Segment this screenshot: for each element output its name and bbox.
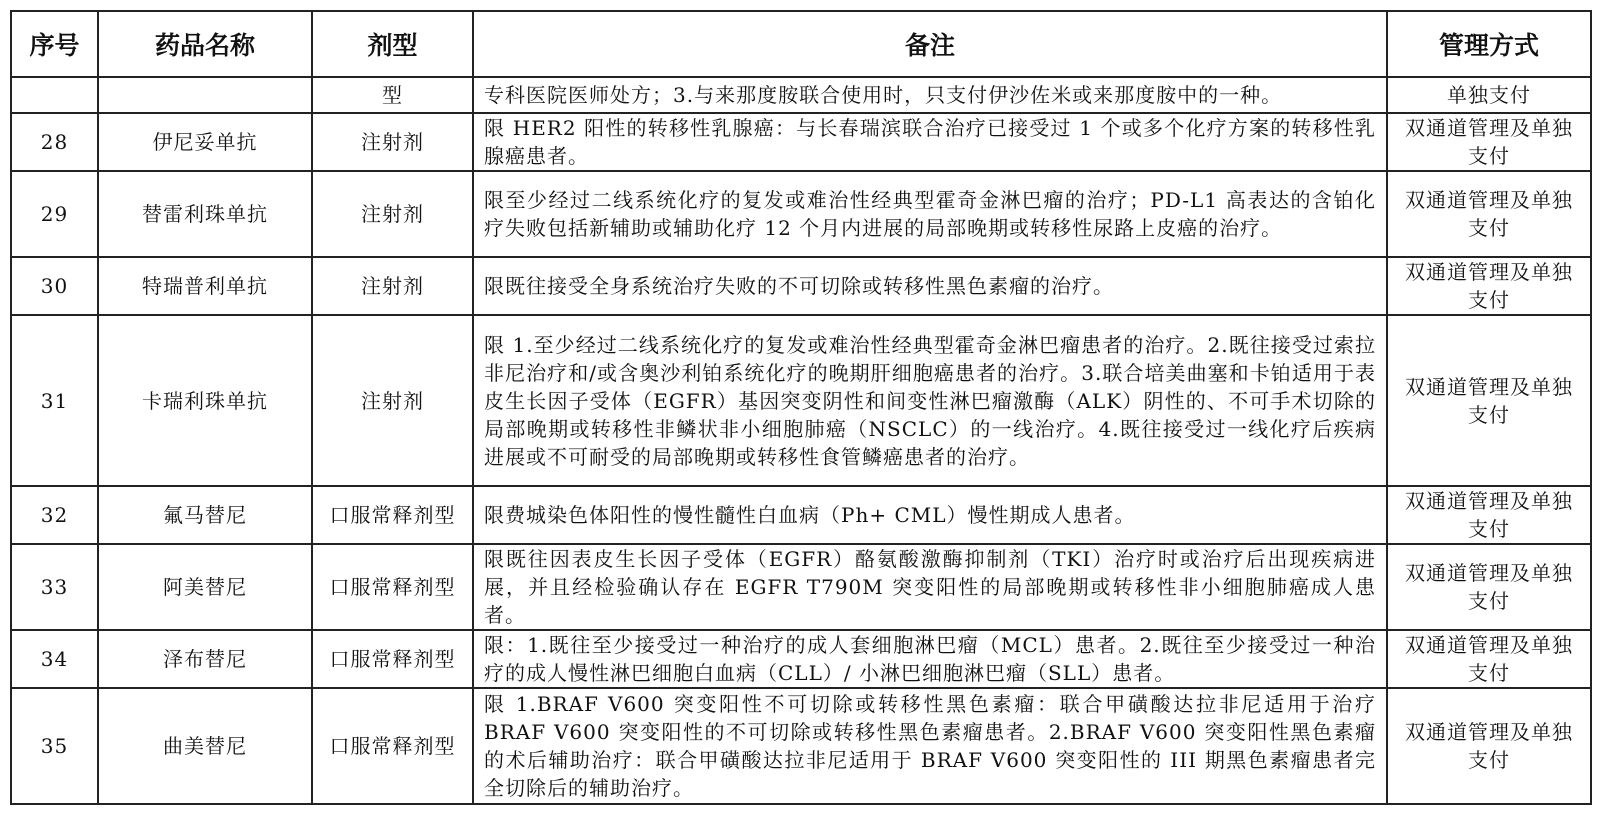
cell-drug-name: 泽布替尼 xyxy=(98,630,312,688)
cell-management: 双通道管理及单独支付 xyxy=(1387,688,1591,804)
table-row xyxy=(11,171,1591,257)
cell-drug-name: 特瑞普利单抗 xyxy=(98,257,312,315)
table-row xyxy=(11,315,1591,486)
cell-management: 双通道管理及单独支付 xyxy=(1387,113,1591,171)
cell-note: 限 1.BRAF V600 突变阳性不可切除或转移性黑色素瘤：联合甲磺酸达拉非尼适用于治疗 BRAF V600 突变阳性的不可切除或转移性黑色素瘤患者。2.BRAF V600 突变阳性黑色素瘤的术后辅助治疗：联合甲磺酸达拉非尼适用于 BRAF V600 突变阳性的 III 期黑色素瘤患者完全切除后的辅助治疗。 xyxy=(473,688,1387,804)
cell-no: 30 xyxy=(11,257,98,315)
cell-management: 单独支付 xyxy=(1387,77,1591,113)
table-row xyxy=(11,257,1591,315)
cell-no: 31 xyxy=(11,315,98,486)
cell-note: 限至少经过二线系统化疗的复发或难治性经典型霍奇金淋巴瘤的治疗；PD-L1 高表达的含铂化疗失败包括新辅助或辅助化疗 12 个月内进展的局部晚期或转移性尿路上皮癌的治疗。 xyxy=(473,171,1387,257)
cell-dosage-form: 注射剂 xyxy=(312,113,473,171)
cell-no: 29 xyxy=(11,171,98,257)
cell-no xyxy=(11,77,98,113)
cell-dosage-form: 注射剂 xyxy=(312,171,473,257)
cell-management: 双通道管理及单独支付 xyxy=(1387,630,1591,688)
cell-dosage-form: 口服常释剂型 xyxy=(312,630,473,688)
table-row xyxy=(11,113,1591,171)
cell-dosage-form: 口服常释剂型 xyxy=(312,486,473,544)
cell-drug-name xyxy=(98,77,312,113)
cell-note: 限费城染色体阳性的慢性髓性白血病（Ph+ CML）慢性期成人患者。 xyxy=(473,486,1387,544)
table-row xyxy=(11,486,1591,544)
cell-drug-name: 曲美替尼 xyxy=(98,688,312,804)
cell-drug-name: 氟马替尼 xyxy=(98,486,312,544)
header-no: 序号 xyxy=(11,11,98,77)
header-row xyxy=(11,11,1591,77)
cell-management: 双通道管理及单独支付 xyxy=(1387,486,1591,544)
header-form: 剂型 xyxy=(312,11,473,77)
cell-dosage-form: 注射剂 xyxy=(312,257,473,315)
cell-dosage-form: 口服常释剂型 xyxy=(312,544,473,630)
cell-no: 34 xyxy=(11,630,98,688)
cell-drug-name: 替雷利珠单抗 xyxy=(98,171,312,257)
cell-note: 限既往接受全身系统治疗失败的不可切除或转移性黑色素瘤的治疗。 xyxy=(473,257,1387,315)
cell-note: 限 HER2 阳性的转移性乳腺癌：与长春瑞滨联合治疗已接受过 1 个或多个化疗方案的转移性乳腺癌患者。 xyxy=(473,113,1387,171)
cell-no: 33 xyxy=(11,544,98,630)
cell-note: 限：1.既往至少接受过一种治疗的成人套细胞淋巴瘤（MCL）患者。2.既往至少接受过一种治疗的成人慢性淋巴细胞白血病（CLL）/ 小淋巴细胞淋巴瘤（SLL）患者。 xyxy=(473,630,1387,688)
cell-management: 双通道管理及单独支付 xyxy=(1387,171,1591,257)
cell-note: 限 1.至少经过二线系统化疗的复发或难治性经典型霍奇金淋巴瘤患者的治疗。2.既往接受过索拉非尼治疗和/或含奥沙利铂系统化疗的晚期肝细胞癌患者的治疗。3.联合培美曲塞和卡铂适用于表皮生长因子受体（EGFR）基因突变阴性和间变性淋巴瘤激酶（ALK）阴性的、不可手术切除的局部晚期或转移性非鳞状非小细胞肺癌（NSCLC）的一线治疗。4.既往接受过一线化疗后疾病进展或不可耐受的局部晚期或转移性食管鳞癌患者的治疗。 xyxy=(473,315,1387,486)
table-row xyxy=(11,544,1591,630)
cell-dosage-form: 注射剂 xyxy=(312,315,473,486)
cell-no: 28 xyxy=(11,113,98,171)
header-mgmt: 管理方式 xyxy=(1387,11,1591,77)
cell-drug-name: 阿美替尼 xyxy=(98,544,312,630)
header-name: 药品名称 xyxy=(98,11,312,77)
header-note: 备注 xyxy=(473,11,1387,77)
cell-dosage-form: 型 xyxy=(312,77,473,113)
cell-management: 双通道管理及单独支付 xyxy=(1387,544,1591,630)
drug-table xyxy=(10,10,1592,805)
cell-note: 限既往因表皮生长因子受体（EGFR）酪氨酸激酶抑制剂（TKI）治疗时或治疗后出现疾病进展，并且经检验确认存在 EGFR T790M 突变阳性的局部晚期或转移性非小细胞肺癌成人患者。 xyxy=(473,544,1387,630)
cell-dosage-form: 口服常释剂型 xyxy=(312,688,473,804)
cell-note: 专科医院医师处方；3.与来那度胺联合使用时，只支付伊沙佐米或来那度胺中的一种。 xyxy=(473,77,1387,113)
table-row xyxy=(11,688,1591,804)
cell-management: 双通道管理及单独支付 xyxy=(1387,315,1591,486)
cell-drug-name: 卡瑞利珠单抗 xyxy=(98,315,312,486)
cell-drug-name: 伊尼妥单抗 xyxy=(98,113,312,171)
table-row xyxy=(11,630,1591,688)
cell-no: 32 xyxy=(11,486,98,544)
cell-management: 双通道管理及单独支付 xyxy=(1387,257,1591,315)
cell-no: 35 xyxy=(11,688,98,804)
table-row xyxy=(11,77,1591,113)
